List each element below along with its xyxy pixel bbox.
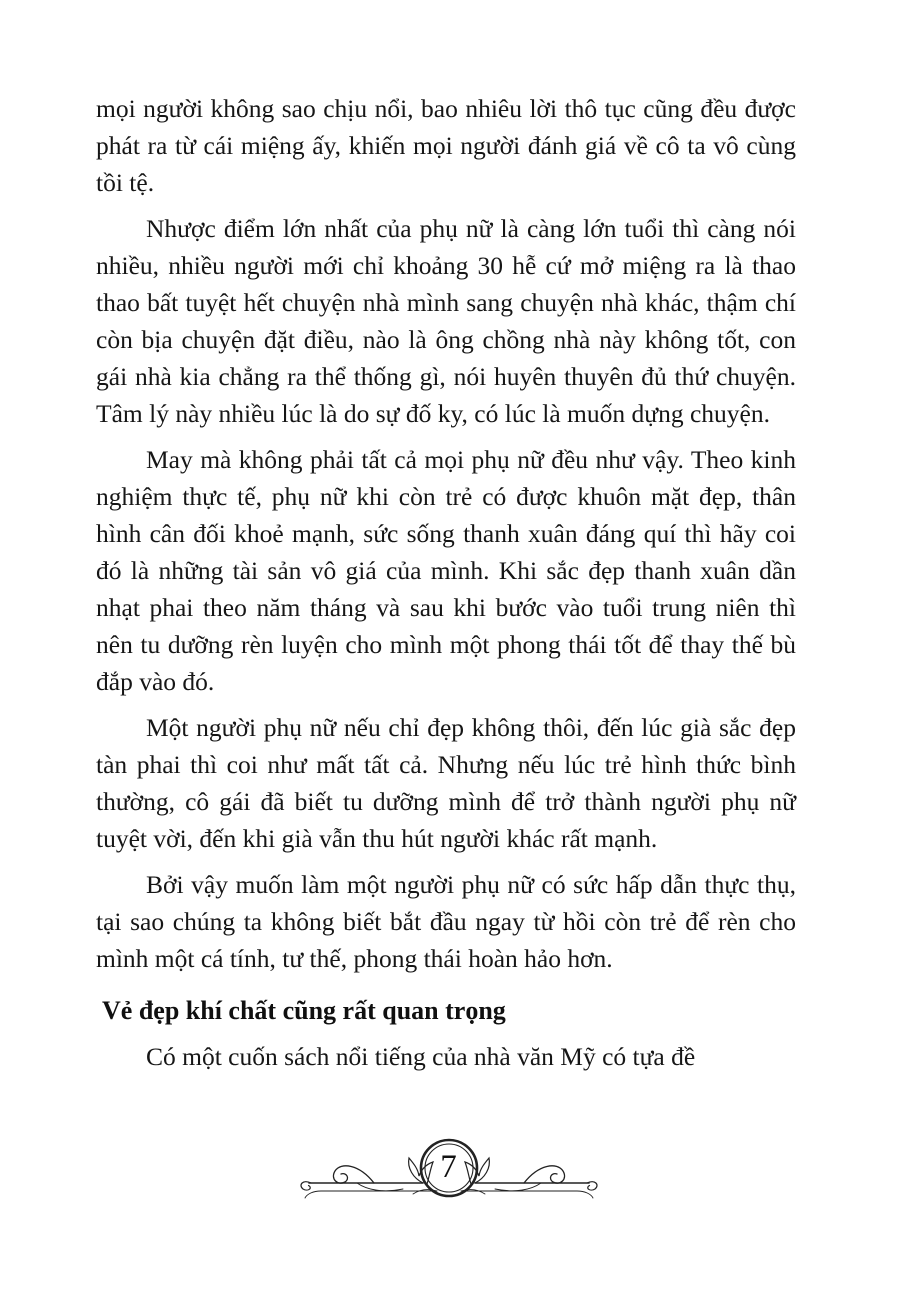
paragraph: mọi người không sao chịu nổi, bao nhiêu lời thô tục cũng đều được phát ra từ cái miệng ấy, khiến mọi người đánh giá về cô ta vô cùng tồi tệ. [96,94,796,197]
paragraph: Nhược điểm lớn nhất của phụ nữ là càng lớn tuổi thì càng nói nhiều, nhiều người mới chỉ khoảng 30 hễ cứ mở miệng ra là thao thao bất tuyệt hết chuyện nhà mình sang chuyện nhà khác, thậm chí còn bịa chuyện đặt điều, nào là ông chồng nhà này không tốt, con gái nhà kia chẳng ra thể thống gì, nói huyên thuyên đủ thứ chuyện. Tâm lý này nhiều lúc là do sự đố ky, có lúc là muốn dựng chuyện. [96,214,796,428]
paragraph: Một người phụ nữ nếu chỉ đẹp không thôi, đến lúc già sắc đẹp tàn phai thì coi như mất tất cả. Nhưng nếu lúc trẻ hình thức bình thường, cô gái đã biết tu dưỡng mình để trở thành người phụ nữ tuyệt vời, đến khi già vẫn thu hút người khác rất mạnh. [96,713,796,853]
paragraph: May mà không phải tất cả mọi phụ nữ đều như vậy. Theo kinh nghiệm thực tế, phụ nữ khi còn trẻ có được khuôn mặt đẹp, thân hình cân đối khoẻ mạnh, sức sống thanh xuân đáng quí thì hãy coi đó là những tài sản vô giá của mình. Khi sắc đẹp thanh xuân dần nhạt phai theo năm tháng và sau khi bước vào tuổi trung niên thì nên tu dưỡng rèn luyện cho mình một phong thái tốt để thay thế bù đắp vào đó. [96,445,796,696]
page-number: 7 [440,1148,457,1185]
paragraph: Có một cuốn sách nổi tiếng của nhà văn Mỹ có tựa đề [146,1042,696,1071]
page-footer [299,1138,599,1222]
text-block [96,90,796,1084]
paragraph: Bởi vậy muốn làm một người phụ nữ có sức hấp dẫn thực thụ, tại sao chúng ta không biết bắt đầu ngay từ hồi còn trẻ để rèn cho mình một cá tính, tư thế, phong thái hoàn hảo hơn. [96,870,796,973]
section-heading: Vẻ đẹp khí chất cũng rất quan trọng [102,996,506,1025]
